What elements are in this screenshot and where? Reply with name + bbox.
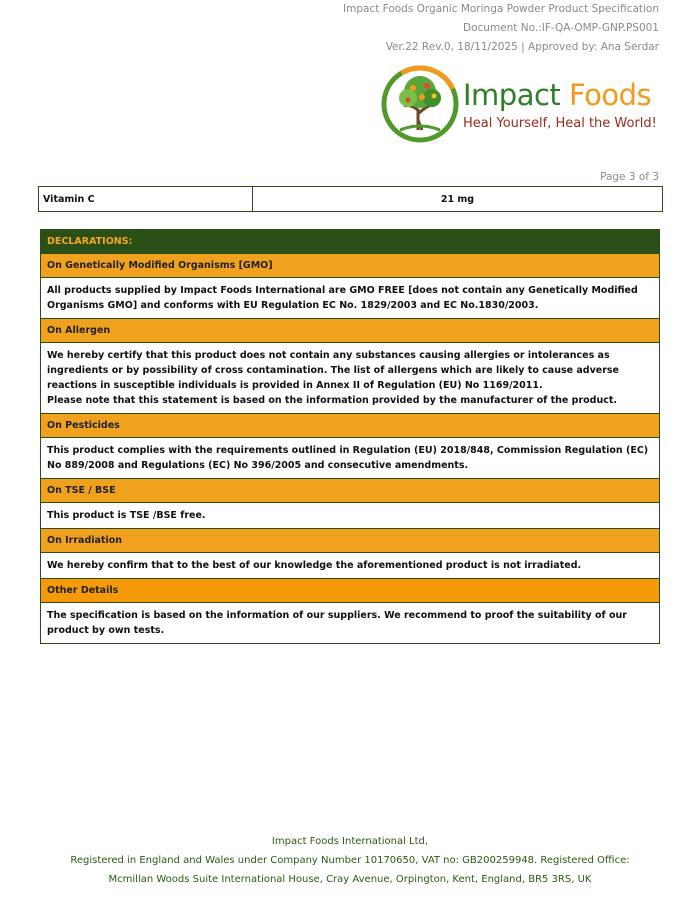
- gmo-heading: On Genetically Modified Organisms [GMO]: [41, 254, 660, 278]
- tse-bse-heading: On TSE / BSE: [41, 479, 660, 503]
- section-body-row: [41, 603, 660, 644]
- declarations-table: [40, 229, 660, 644]
- pesticides-heading: On Pesticides: [41, 414, 660, 438]
- footer-registration: Registered in England and Wales under Company Number 10170650, VAT no: GB200259948. Registered Office:: [70, 855, 630, 866]
- document-number: Document No.:IF-QA-OMP-GNP.PS001: [463, 22, 659, 34]
- company-name-part2: Foods: [569, 78, 652, 112]
- section-body-row: [41, 503, 660, 529]
- section-heading-row: [41, 579, 660, 603]
- footer-company: Impact Foods International Ltd,: [271, 836, 429, 847]
- declarations-title-row: [41, 230, 660, 254]
- table-row: [39, 187, 663, 212]
- other-details-heading: Other Details: [41, 579, 660, 603]
- section-body-row: [41, 343, 660, 414]
- company-name-part1: Impact: [463, 78, 570, 112]
- section-heading-row: [41, 479, 660, 503]
- section-heading-row: [41, 319, 660, 343]
- gmo-body: All products supplied by Impact Foods International are GMO FREE [does not contain any Genetically Modified Organisms GMO] and conforms with EU Regulation EC No. 1829/2003 and EC No.1830/2003.: [41, 278, 660, 319]
- section-body-row: [41, 438, 660, 479]
- section-body-row: [41, 553, 660, 579]
- tse-bse-body: This product is TSE /BSE free.: [41, 503, 660, 529]
- document-title: Impact Foods Organic Moringa Powder Product Specification: [343, 3, 659, 15]
- company-slogan: Heal Yourself, Heal the World!: [463, 116, 657, 131]
- pesticides-body: This product complies with the requirements outlined in Regulation (EU) 2018/848, Commission Regulation (EC) No 889/2008 and Regulations (EC) No 396/2005 and consecutive amendments.: [41, 438, 660, 479]
- irradiation-heading: On Irradiation: [41, 529, 660, 553]
- section-heading-row: [41, 254, 660, 278]
- declarations-title: DECLARATIONS:: [41, 230, 660, 254]
- vitamin-value: 21 mg: [253, 187, 663, 212]
- allergen-heading: On Allergen: [41, 319, 660, 343]
- vitamin-label: Vitamin C: [39, 187, 253, 212]
- allergen-body: We hereby certify that this product does not contain any substances causing allergies or intolerances as ingredients or by possibility of cross contamination. The list of allergens which are likely to cause adverse reactions in susceptible individuals is provided in Annex II of Regulation (EU) No 1169/2011.: [47, 350, 619, 391]
- page-footer: [0, 832, 700, 889]
- tree-logo-icon: [380, 64, 460, 144]
- allergen-note: Please note that this statement is based on the information provided by the manufacturer of the product.: [47, 395, 618, 406]
- document-version: Ver.22 Rev.0, 18/11/2025 | Approved by: Ana Serdar: [385, 41, 659, 53]
- other-details-body: The specification is based on the information of our suppliers. We recommend to proof the suitability of our product by own tests.: [41, 603, 660, 644]
- footer-address: Mcmillan Woods Suite International House, Cray Avenue, Orpington, Kent, England, BR5 3RS, UK: [108, 874, 592, 885]
- section-body-row: [41, 278, 660, 319]
- allergen-body-cell: [41, 343, 660, 414]
- company-logo: [380, 62, 665, 146]
- irradiation-body: We hereby confirm that to the best of our knowledge the aforementioned product is not irradiated.: [41, 553, 660, 579]
- section-heading-row: [41, 414, 660, 438]
- page-number: Page 3 of 3: [600, 171, 659, 183]
- document-header: [343, 0, 659, 57]
- vitamin-table: [38, 186, 663, 212]
- company-name: [463, 79, 651, 111]
- section-heading-row: [41, 529, 660, 553]
